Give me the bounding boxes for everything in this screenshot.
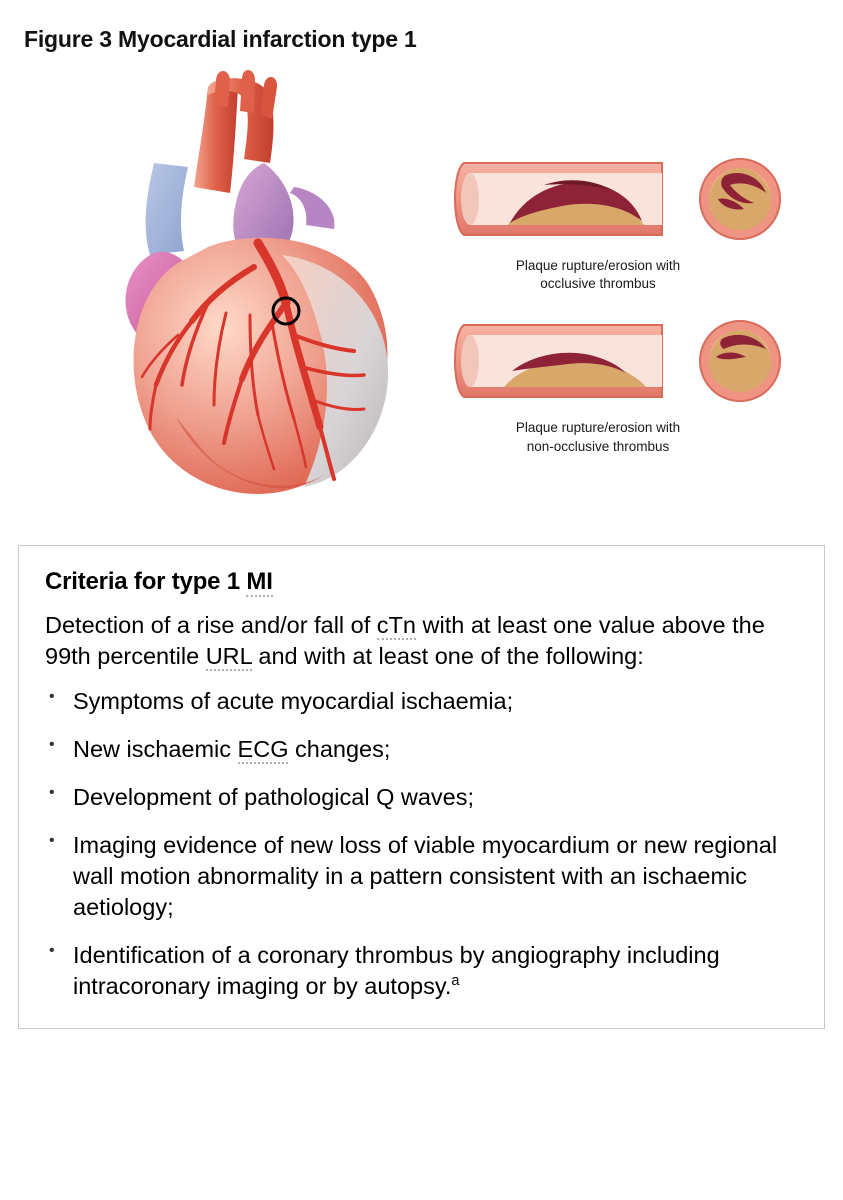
panel-non-occlusive-thrombus (448, 311, 828, 455)
criteria-title-text: Criteria for type 1 (45, 568, 247, 595)
abbr-ctn: cTn (376, 612, 416, 638)
list-item: • Development of pathological Q waves; (45, 782, 798, 813)
left-carotid-artery (240, 70, 255, 113)
figure-illustration-area (18, 67, 825, 507)
panel-non-occlusive-caption-line2: non-occlusive thrombus (526, 438, 670, 454)
criteria-item2-part-b: changes; (288, 736, 391, 763)
criteria-list (45, 686, 798, 1002)
criteria-box (18, 545, 825, 1029)
criteria-item2-part-a: New ischaemic (73, 736, 238, 763)
criteria-intro (45, 610, 798, 672)
panel-occlusive-thrombus (448, 149, 828, 293)
heart-anatomy-svg (58, 67, 418, 497)
criteria-intro-part-c: and with at least one of the following: (251, 643, 644, 670)
panel-occlusive-caption-line1: Plaque rupture/erosion with (515, 258, 681, 273)
list-item (45, 734, 798, 765)
panel-occlusive-caption-line2: occlusive thrombus (540, 276, 656, 292)
abbr-url: URL (205, 643, 252, 670)
list-item: • Symptoms of acute myocardial ischaemia; (45, 686, 798, 717)
superior-vena-cava (146, 163, 188, 255)
cross-section-vessel-occlusive-icon (696, 155, 784, 243)
panel-non-occlusive-caption-line1: Plaque rupture/erosion with (515, 420, 681, 436)
criteria-item5-text: Identification of a coronary thrombus by angiography including intracoronary imaging or by autopsy. (73, 942, 720, 1000)
panel-non-occlusive-row (448, 311, 828, 411)
criteria-intro-part-b: with at least one value above the 99th percentile (45, 612, 765, 670)
left-subclavian-artery (260, 77, 277, 119)
panel-occlusive-caption (448, 257, 748, 293)
heart-illustration (58, 67, 418, 497)
vessel-panels (448, 149, 828, 474)
panel-non-occlusive-caption (448, 419, 748, 455)
criteria-title-abbr-mi: MI (246, 568, 273, 595)
longitudinal-vessel-occlusive-icon (448, 149, 678, 249)
longitudinal-vessel-non-occlusive-icon (448, 311, 678, 411)
criteria-intro-part-a: Detection of a rise and/or fall of (45, 612, 377, 638)
list-item: • Imaging evidence of new loss of viable myocardium or new regional wall motion abnormality in a pattern consistent with an ischaemic aetiology; (45, 830, 798, 923)
footnote-marker: a (451, 973, 460, 990)
brachiocephalic-trunk (214, 71, 230, 107)
abbr-ecg: ECG (237, 736, 289, 763)
panel-occlusive-row (448, 149, 828, 249)
right-pulmonary-artery (290, 187, 335, 229)
figure-title: Figure 3 Myocardial infarction type 1 (24, 26, 417, 52)
criteria-title (45, 568, 798, 596)
list-item (45, 940, 798, 1002)
cross-section-vessel-non-occlusive-icon (696, 317, 784, 405)
